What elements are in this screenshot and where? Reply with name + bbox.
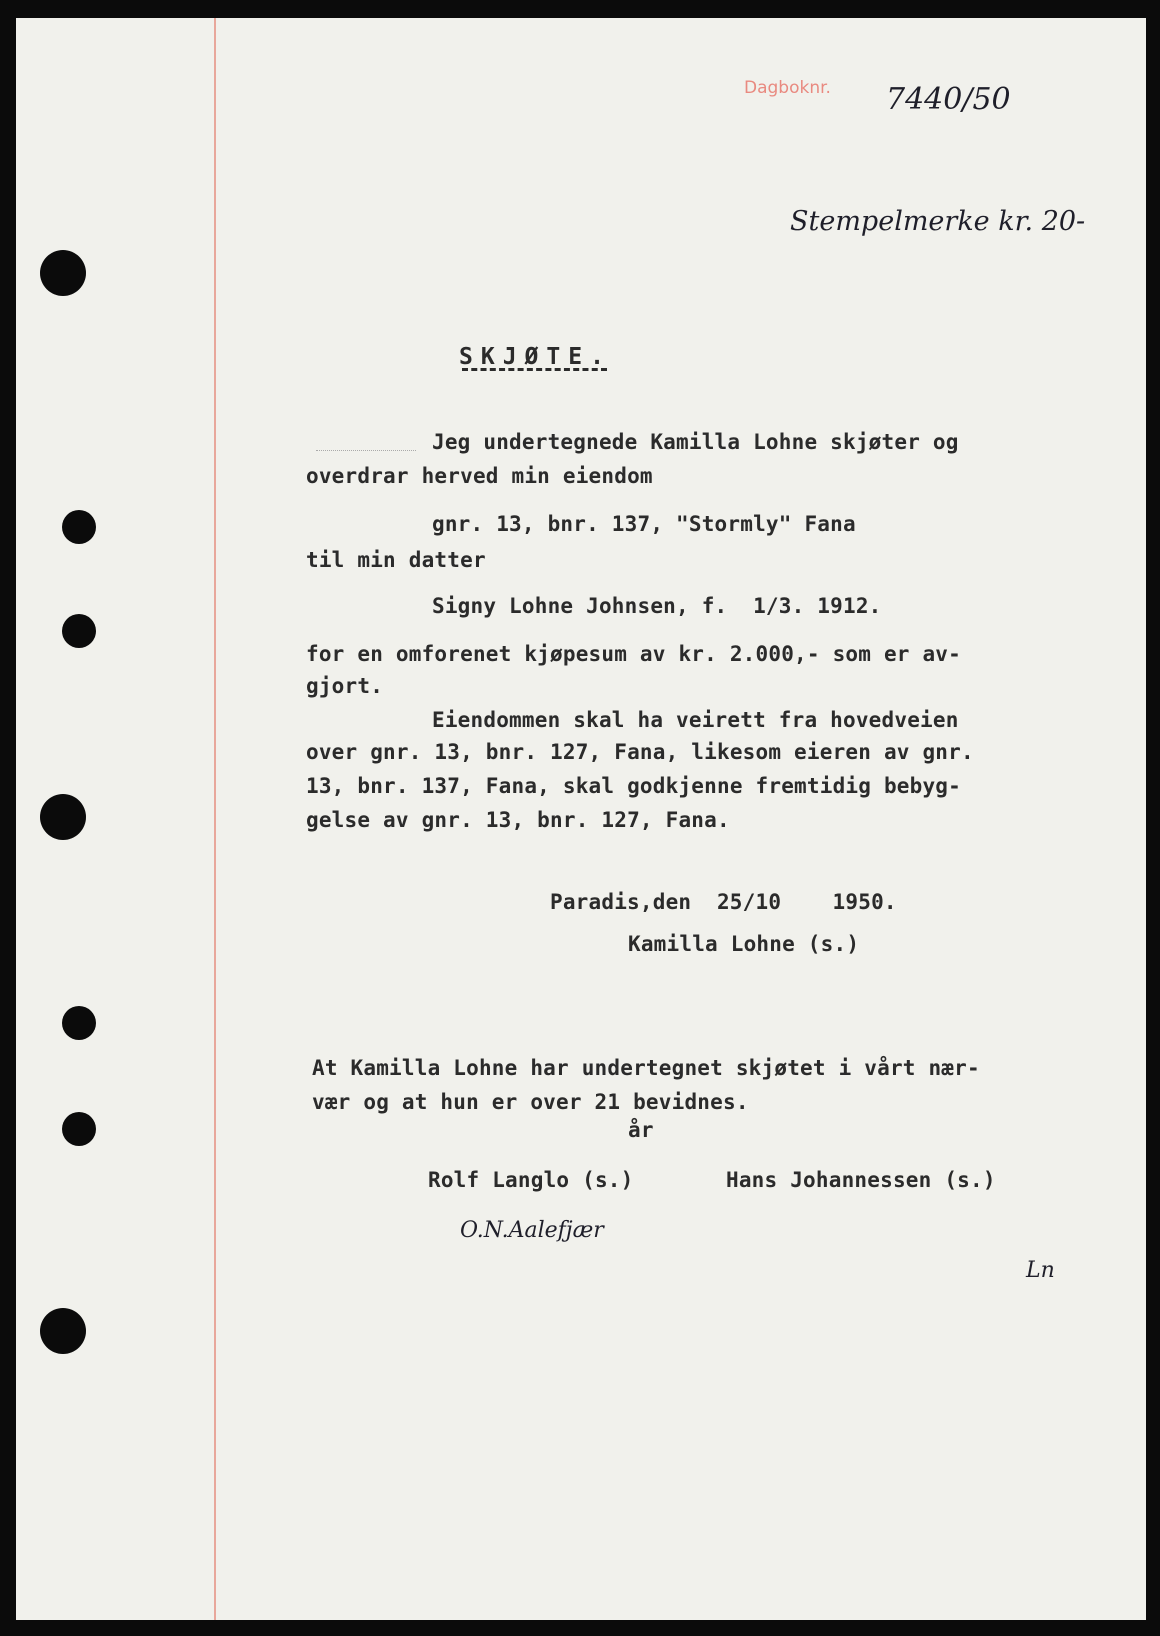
punch-hole — [62, 614, 96, 648]
body-line: gjort. — [306, 674, 384, 698]
punch-hole — [40, 794, 86, 840]
body-line: gelse av gnr. 13, bnr. 127, Fana. — [306, 808, 730, 832]
body-line: gnr. 13, bnr. 137, "Stormly" Fana — [432, 512, 856, 536]
place-date: Paradis,den 25/10 1950. — [550, 890, 897, 914]
seller-signature: Kamilla Lohne (s.) — [628, 932, 860, 956]
handwritten-signature: O.N.Aalefjær — [460, 1218, 604, 1243]
punch-hole — [62, 510, 96, 544]
journal-number: 7440/50 — [886, 82, 1011, 117]
witness-line: At Kamilla Lohne har undertegnet skjøtet i vårt nær- — [312, 1056, 980, 1080]
body-line: Eiendommen skal ha veirett fra hovedveien — [432, 708, 959, 732]
margin-rule — [214, 18, 216, 1620]
handwritten-initials: Ln — [1026, 1258, 1055, 1283]
document-page — [16, 18, 1146, 1620]
body-line: 13, bnr. 137, Fana, skal godkjenne fremtidig bebyg- — [306, 774, 961, 798]
punch-hole — [62, 1006, 96, 1040]
body-line: til min datter — [306, 548, 486, 572]
body-line: Jeg undertegnede Kamilla Lohne skjøter og — [432, 430, 959, 454]
witness-signature: Rolf Langlo (s.) — [428, 1168, 634, 1192]
body-line: for en omforenet kjøpesum av kr. 2.000,- som er av- — [306, 642, 961, 666]
witness-signature: Hans Johannessen (s.) — [726, 1168, 996, 1192]
indent-dots — [316, 450, 416, 451]
punch-hole — [40, 250, 86, 296]
journal-label: Dagboknr. — [744, 78, 831, 98]
body-line: overdrar herved min eiendom — [306, 464, 653, 488]
punch-hole — [62, 1112, 96, 1146]
body-line: Signy Lohne Johnsen, f. 1/3. 1912. — [432, 594, 882, 618]
witness-line: vær og at hun er over 21 bevidnes. — [312, 1090, 749, 1114]
punch-hole — [40, 1308, 86, 1354]
witness-line-insert: år — [628, 1118, 654, 1142]
document-title: SKJØTE. — [459, 344, 612, 370]
title-underline — [462, 368, 607, 371]
body-line: over gnr. 13, bnr. 127, Fana, likesom eieren av gnr. — [306, 740, 974, 764]
stamp-fee-note: Stempelmerke kr. 20- — [790, 206, 1086, 237]
